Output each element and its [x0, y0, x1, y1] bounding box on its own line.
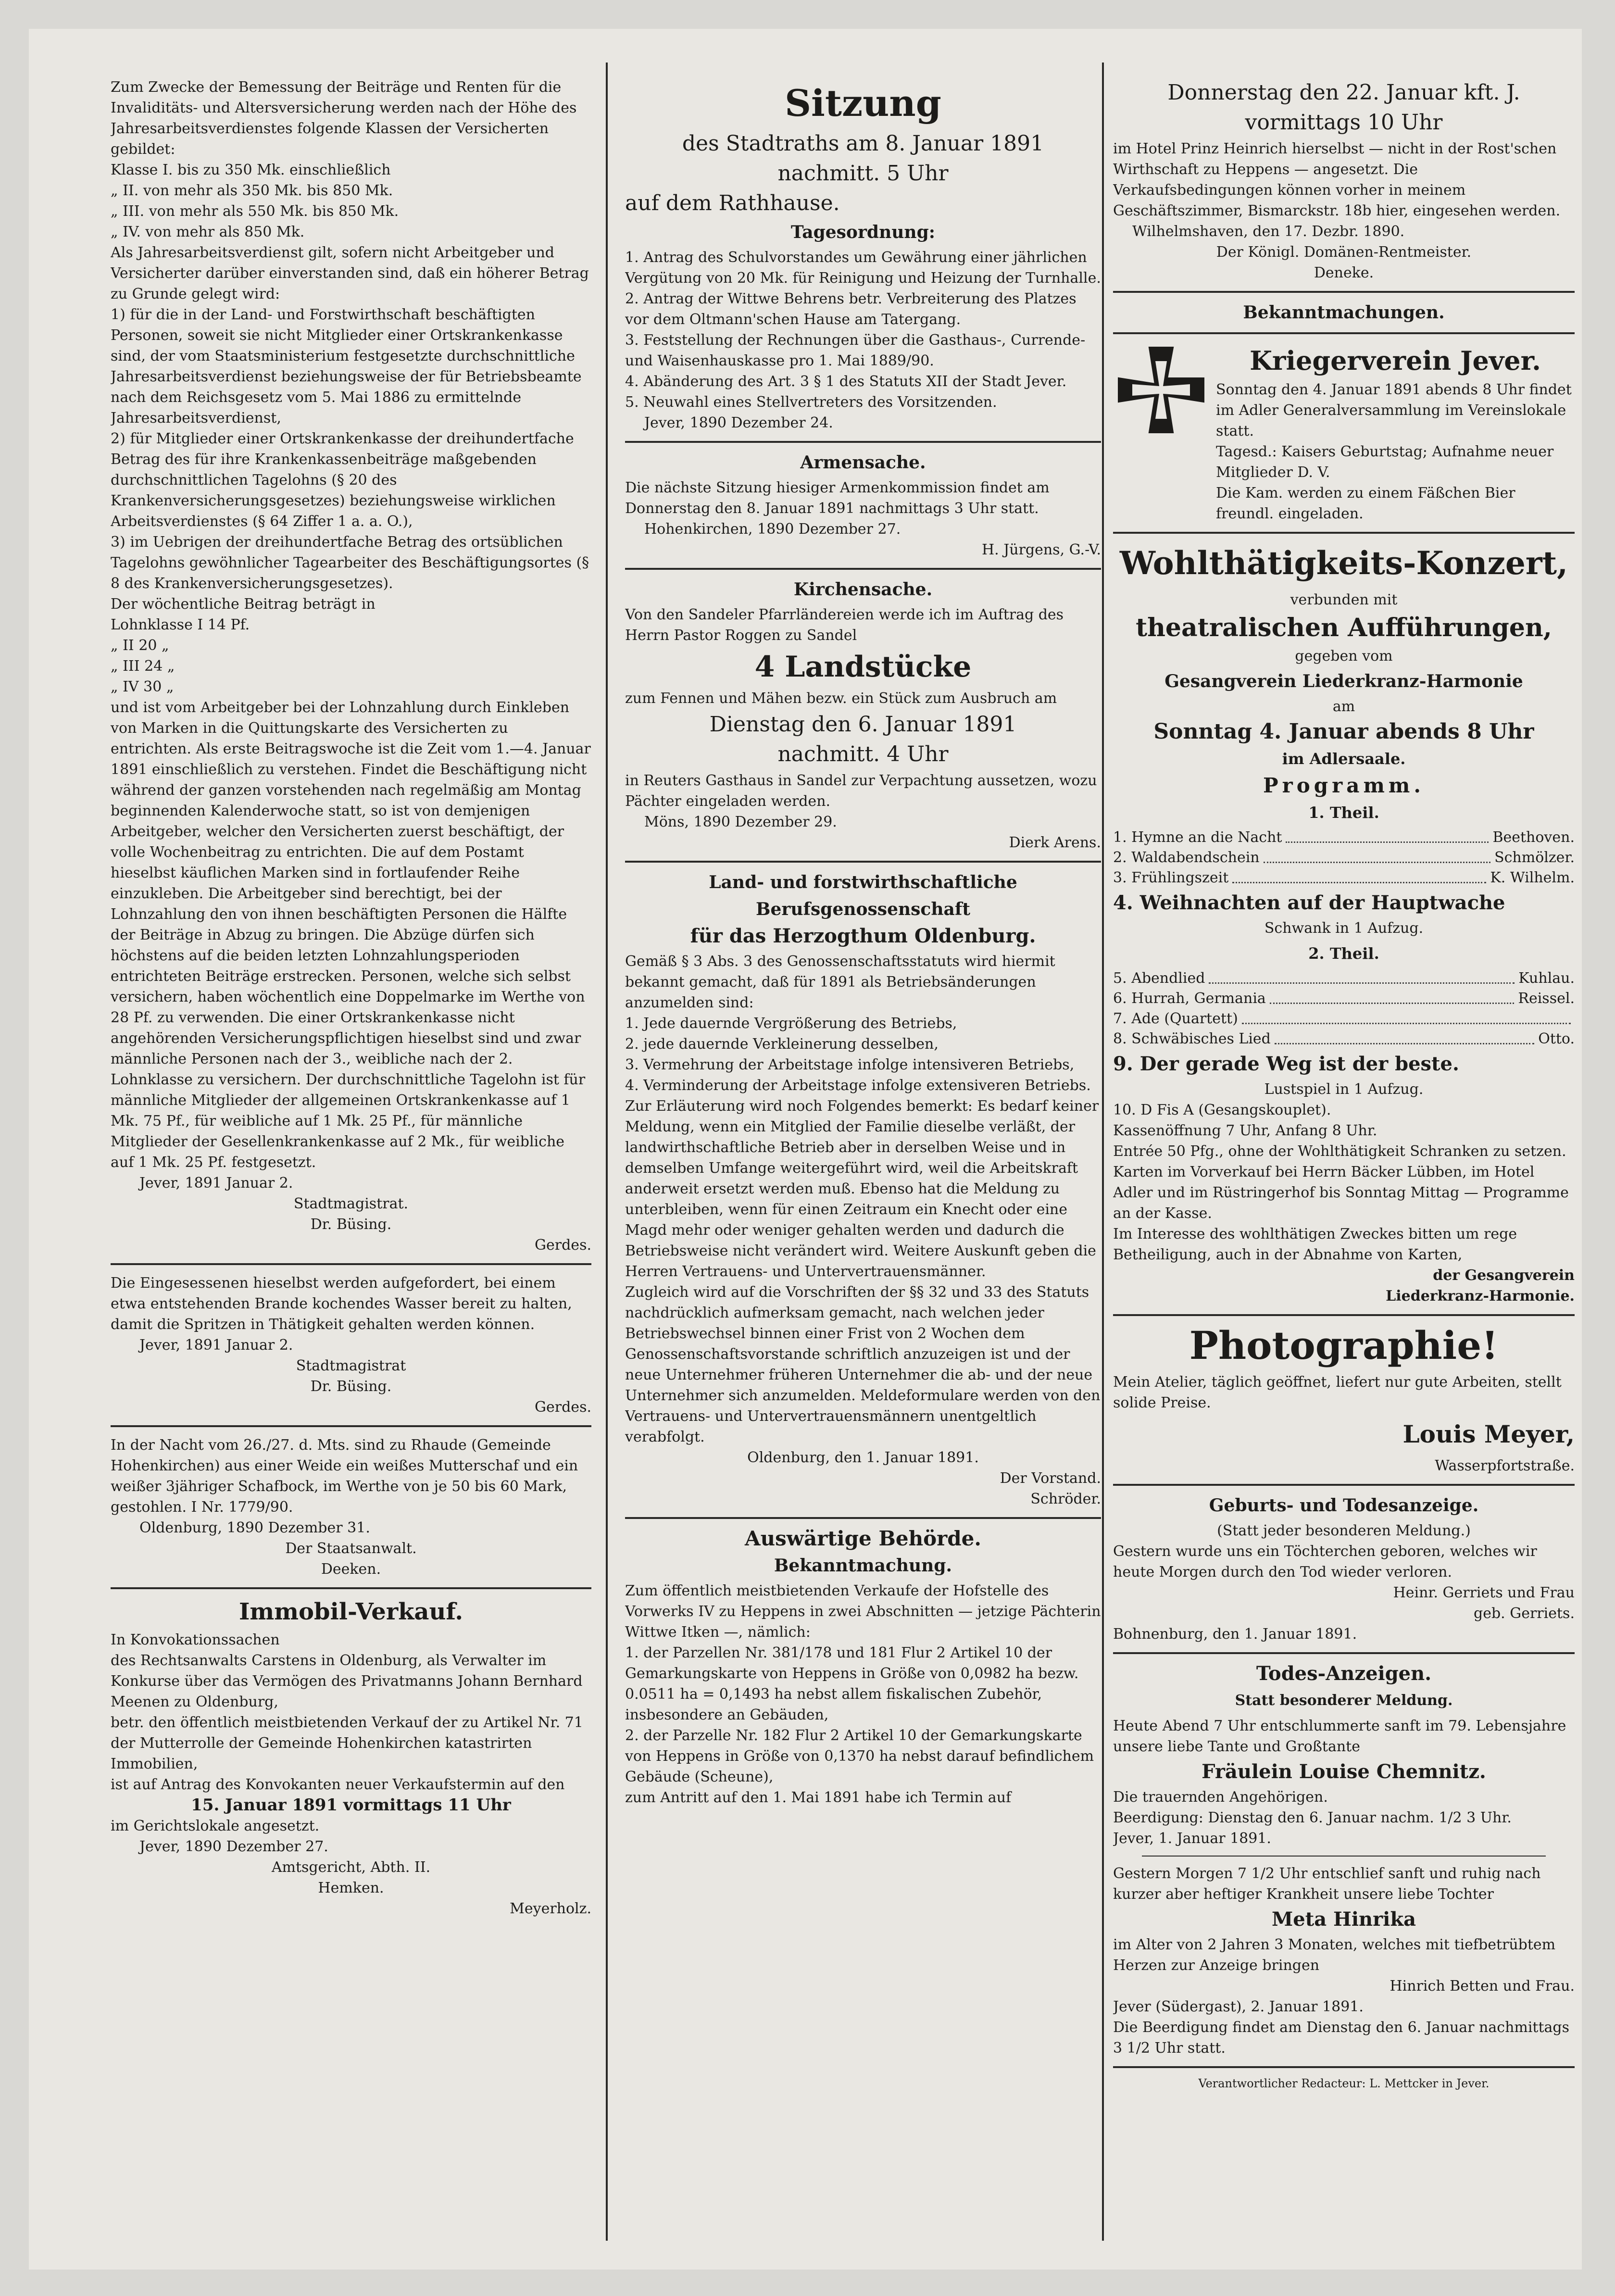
divider: [111, 1263, 591, 1265]
divider: [1113, 1484, 1575, 1486]
notice-date: Oldenburg, den 1. Januar 1891.: [747, 1449, 979, 1466]
notice-signature: H. Jürgens, G.-V.: [981, 541, 1101, 558]
donn-line: Donnerstag den 22. Januar kft. J.: [1167, 80, 1520, 105]
divider: [1113, 1314, 1575, 1316]
konzert-title: Wohlthätigkeits-Konzert,: [1119, 544, 1568, 582]
kirchen-heading: Kirchensache.: [793, 579, 933, 600]
tod-notice: Gestern Morgen 7 1/2 Uhr entschlief sanft und ruhig nach kurzer aber heftiger Krankheit unsere liebe Tochter: [1113, 1865, 1541, 1903]
divider: [1142, 1856, 1546, 1857]
konzert-line: am: [1332, 698, 1355, 715]
kirchen-notice: in Reuters Gasthaus in Sandel zur Verpachtung aussetzen, wozu Pächter eingeladen werden.: [625, 772, 1097, 810]
bg-heading: Land- und forstwirthschaftliche: [709, 872, 1017, 892]
leader-dots: [1209, 968, 1515, 984]
notice-date: Jever, 1890 Dezember 24.: [644, 414, 833, 431]
konzert-line: theatralischen Aufführungen,: [1136, 613, 1552, 642]
column-rule: [1102, 63, 1104, 2241]
konzert-line: im Adlersaale.: [1282, 750, 1406, 768]
donn-notice: im Hotel Prinz Heinrich hierselbst — nicht in der Rost'schen Wirthschaft zu Heppens — angesetzt. Die Verkaufsbedingungen können vorher in meinem Geschäftszimmer, Bismarckstr. 18b hier, eingesehen werden.: [1113, 140, 1561, 219]
sitzung-line: des Stadtraths am 8. Januar 1891: [682, 131, 1044, 156]
column-right: [1113, 77, 1575, 2241]
divider: [625, 861, 1101, 863]
programm-item-title: 8. Schwäbisches Lied: [1113, 1030, 1271, 1047]
programm-item-title: 3. Frühlingszeit: [1113, 869, 1229, 886]
programm-item: [1113, 1029, 1575, 1049]
kirchen-big: 4 Landstücke: [754, 650, 972, 684]
leader-dots: [1270, 989, 1515, 1004]
armen-notice: Die nächste Sitzung hiesiger Armenkommission findet am Donnerstag den 8. Januar 1891 nachmittags 3 Uhr statt.: [625, 479, 1050, 517]
notice-signature: Heinr. Gerriets und Frau: [1393, 1584, 1575, 1601]
aus-notice: Zum öffentlich meistbietenden Verkaufe der Hofstelle des Vorwerks IV zu Heppens in zwei Abschnitten — jetzige Pächterin Wittwe Itken —, nämlich: 1. der Parzellen Nr. 381/178 und 181 Flur 2 Artikel 10 der Gemarkungskarte von Heppens in Größe von 0,0982 ha bezw. 0.0511 ha = 0,1493 ha nebst allem fiskalischen Zubehör, insbesondere an Gebäuden, 2. der Parzelle Nr. 182 Flur 2 Artikel 10 der Gemarkungskarte von Heppens in Größe von 0,1370 ha nebst darauf befindlichem Gebäude (Scheune), zum Antritt auf den 1. Mai 1891 habe ich Termin auf: [625, 1582, 1101, 1806]
programm-sub: Schwank in 1 Aufzug.: [1264, 920, 1424, 937]
kirchen-day: Dienstag den 6. Januar 1891: [709, 712, 1017, 737]
beitrag-notice: Zum Zwecke der Bemessung der Beiträge und Renten für die Invaliditäts- und Altersversicherung werden nach der Höhe des Jahresarbeitsverdienstes folgende Klassen der Versicherten gebildet: Klasse I. bis zu 350 Mk. einschließlich „ II. von mehr als 350 Mk. bis 850 Mk. „ III. von mehr als 550 Mk. bis 850 Mk. „ IV. von mehr als 850 Mk. Als Jahresarbeitsverdienst gilt, sofern nicht Arbeitgeber und Versicherter darüber einverstanden sind, daß ein höherer Betrag zu Grunde gelegt wird: 1) für die in der Land- und Forstwirthschaft beschäftigten Personen, soweit sie nicht Mitglieder einer Ortskrankenkasse sind, der vom Staatsministerium festgesetzte durchschnittliche Jahresarbeitsverdienst beziehungsweise der für Betriebsbeamte nach dem Reichsgesetz vom 5. Mai 1886 zu ermittelnde Jahresarbeitsverdienst, 2) für Mitglieder einer Ortskrankenkasse der dreihundertfache Betrag des für ihre Krankenkassenbeiträge maßgebenden durchschnittlichen Tagelohns (§ 20 des Krankenversicherungsgesetzes) beziehungsweise wirklichen Arbeitsverdienstes (§ 64 Ziffer 1 a. a. O.), 3) im Uebrigen der dreihundertfache Betrag des ortsüblichen Tagelohns gewöhnlicher Tagearbeiter des Beschäftigungsortes (§ 8 des Krankenversicherungsgesetzes). Der wöchentliche Beitrag beträgt in Lohnklasse I 14 Pf. „ II 20 „ „ III 24 „ „ IV 30 „ und ist vom Arbeitgeber bei der Lohnzahlung durch Einkleben von Marken in die Quittungskarte des Versicherten zu entrichten. Als erste Beitragswoche ist die Zeit vom 1.—4. Januar 1891 einschließlich zu verstehen. Findet die Beschäftigung nicht während der ganzen vorstehenden nach regelmäßig am Montag beginnenden Kalenderwoche statt, so ist von demjenigen Arbeitgeber, welcher den Versicherten zuerst beschäftigt, der volle Wochenbeitrag zu entrichten. Die auf dem Postamt hieselbst käuflichen Marken sind in fortlaufender Reihe einzukleben. Die Arbeitgeber sind berechtigt, bei der Lohnzahlung den von ihnen beschäftigten Personen die Hälfte der Beiträge in Abzug zu bringen. Die Abzüge dürfen sich höchstens auf die beiden letzten Lohnzahlungsperioden entrichteten Beiträge erstrecken. Personen, welche sich selbst versichern, haben wöchentlich eine Doppelmarke im Werthe von 28 Pf. zu verwenden. Die einer Ortskrankenkasse nicht angehörenden Versicherungspflichtigen hieselbst sind und zwar männliche Personen nach der 3., weibliche nach der 2. Lohnklasse zu versichern. Der durchschnittliche Tagelohn ist für männliche Mitglieder der allgemeinen Ortskrankenkasse auf 1 Mk. 75 Pf., für weibliche auf 1 Mk. 25 Pf., für männliche Mitglieder der Gesellenkrankenkasse auf 2 Mk., für weibliche auf 1 Mk. 25 Pf. festgesetzt.: [111, 79, 591, 1171]
programm-item-composer: Otto.: [1538, 1030, 1575, 1047]
divider: [625, 1517, 1101, 1519]
photo-notice: Mein Atelier, täglich geöffnet, liefert nur gute Arbeiten, stellt solide Preise.: [1113, 1374, 1562, 1411]
notice-signature: Schröder.: [1030, 1491, 1101, 1507]
notice-signature: Der Vorstand.: [1000, 1470, 1101, 1487]
agenda-heading: Tagesordnung:: [790, 222, 936, 242]
leader-dots: [1232, 868, 1486, 883]
immobil-termin: 15. Januar 1891 vormittags 11 Uhr: [191, 1795, 511, 1815]
divider: [111, 1425, 591, 1427]
column-left: [111, 77, 591, 2241]
konzert-line: gegeben vom: [1295, 648, 1393, 665]
tod-name: Meta Hinrika: [1271, 1908, 1416, 1931]
notice-signature: Gerdes.: [535, 1399, 591, 1416]
immobil-title: Immobil-Verkauf.: [238, 1598, 463, 1625]
kirchen-notice: Von den Sandeler Pfarrländereien werde ich im Auftrag des Herrn Pastor Roggen zu Sandel: [625, 606, 1064, 644]
armen-heading: Armensache.: [800, 452, 926, 473]
geb-sub: (Statt jeder besonderen Meldung.): [1217, 1522, 1471, 1539]
programm-sub: Lustspiel in 1 Aufzug.: [1264, 1081, 1424, 1098]
programm-item-composer: Schmölzer.: [1494, 849, 1575, 866]
notice-date: Jever, 1891 Januar 2.: [139, 1337, 293, 1354]
leader-dots: [1275, 1029, 1534, 1044]
tod-notice: Heute Abend 7 Uhr entschlummerte sanft im 79. Lebensjahre unsere liebe Tante und Großtante: [1113, 1718, 1566, 1755]
notice-signature: Dr. Büsing.: [310, 1378, 392, 1395]
notice-date: Oldenburg, 1890 Dezember 31.: [139, 1519, 370, 1536]
notice-date: Hohenkirchen, 1890 Dezember 27.: [644, 521, 901, 538]
aus-subheading: Bekanntmachung.: [774, 1556, 952, 1576]
divider: [625, 441, 1101, 443]
bekannt-heading: Bekanntmachungen.: [1243, 302, 1445, 323]
krieg-title: Kriegerverein Jever.: [1250, 345, 1541, 376]
notice-signature: Stadtmagistrat.: [293, 1195, 409, 1212]
notice-signature: Der Staatsanwalt.: [285, 1540, 417, 1557]
notice-signature: Meyerholz.: [510, 1900, 591, 1917]
column-middle: [625, 77, 1101, 2241]
notice-signature: Der Königl. Domänen-Rentmeister.: [1216, 244, 1472, 261]
notice-date: Wilhelmshaven, den 17. Dezbr. 1890.: [1132, 223, 1405, 240]
programm-item-title: 7. Ade (Quartett): [1113, 1010, 1238, 1027]
programm-item-title: 2. Waldabendschein: [1113, 849, 1260, 866]
notice-signature: Liederkranz-Harmonie.: [1386, 1288, 1575, 1305]
tod-notice: Die Beerdigung findet am Dienstag den 6. Januar nachmittags 3 1/2 Uhr statt.: [1113, 2019, 1570, 2057]
immobil-place: im Gerichtslokale angesetzt.: [111, 1818, 320, 1834]
divider: [1113, 532, 1575, 534]
footer-editor: Verantwortlicher Redacteur: L. Mettcker in Jever.: [1198, 2077, 1490, 2090]
notice-date: Jever, 1891 Januar 2.: [139, 1175, 293, 1192]
programm-item-title: 5. Abendlied: [1113, 970, 1205, 987]
bg-notice: Gemäß § 3 Abs. 3 des Genossenschaftsstatuts wird hiermit bekannt gemacht, daß für 1891 als Betriebsänderungen anzumelden sind: 1. Jede dauernde Vergrößerung des Betriebs, 2. jede dauernde Verkleinerung desselben, 3. Vermehrung der Arbeitstage infolge intensiveren Betriebs, 4. Verminderung der Arbeitstage infolge extensiveren Betriebs. Zur Erläuterung wird noch Folgendes bemerkt: Es bedarf keiner Meldung, wenn ein Mitglied der Familie dieselbe verläßt, der landwirthschaftliche Betrieb aber in derselben Weise und in demselben Umfange weitergeführt wird, weil die Arbeitskraft anderweit ersetzt werden muß. Ebenso hat die Meldung zu unterbleiben, wenn für einen Zeitraum ein Knecht oder eine Magd mehr oder weniger gehalten werden und dadurch die Betriebsweise nicht verändert wird. Weitere Auskunft geben die Herren Vertrauens- und Untervertrauensmänner. Zugleich wird auf die Vorschriften der §§ 32 und 33 des Statuts nachdrücklich aufmerksam gemacht, nach welchen jeder Betriebswechsel binnen einer Frist von 2 Wochen dem Genossenschaftsvorstande schriftlich anzuzeigen ist und der neue Unternehmer früheren Unternehmer die ab- und der neue Unternehmer sich anzumelden. Meldeformulare werden von den Vertrauens- und Untervertrauensmännern unentgeltlich verabfolgt.: [625, 953, 1101, 1445]
sitzung-line: auf dem Rathhause.: [625, 191, 840, 215]
notice-signature: Stadtmagistrat: [296, 1357, 406, 1374]
geb-heading: Geburts- und Todesanzeige.: [1209, 1495, 1479, 1516]
geb-notice: Gestern wurde uns ein Töchterchen geboren, welches wir heute Morgen durch den Tod wieder verloren.: [1113, 1543, 1537, 1581]
notice-signature: Dierk Arens.: [1009, 834, 1101, 851]
notice-signature: Deneke.: [1314, 264, 1374, 281]
programm-item: [1113, 989, 1575, 1009]
programm-item: 9. Der gerade Weg ist der beste.: [1113, 1053, 1459, 1075]
immobil-notice: In Konvokationssachen des Rechtsanwalts Carstens in Oldenburg, als Verwalter im Konkurse über das Vermögen des Privatmanns Johann Bernhard Meenen zu Oldenburg, betr. den öffentlich meistbietenden Verkauf der zu Artikel Nr. 71 der Mutterrolle der Gemeinde Hohenkirchen katastrirten Immobilien, ist auf Antrag des Konvokanten neuer Verkaufstermin auf den: [111, 1631, 583, 1793]
notice-date: Bohnenburg, den 1. Januar 1891.: [1113, 1626, 1357, 1643]
iron-cross-icon: [1113, 342, 1209, 438]
tod-name: Fräulein Louise Chemnitz.: [1202, 1760, 1486, 1783]
programm-list: [1113, 828, 1575, 888]
divider: [1113, 1652, 1575, 1654]
programm-item-title: 1. Hymne an die Nacht: [1113, 829, 1282, 846]
programm-item-composer: Reissel.: [1518, 990, 1575, 1007]
divider: [1113, 291, 1575, 293]
theft-notice: In der Nacht vom 26./27. d. Mts. sind zu Rhaude (Gemeinde Hohenkirchen) aus einer Weide ein weißes Mutterschaf und ein weißer 3jähriger Schafbock, im Werthe von je 50 bis 60 Mark, gestohlen. I Nr. 1779/90.: [111, 1437, 578, 1516]
programm-item: [1113, 968, 1575, 989]
programm-item: 4. Weihnachten auf der Hauptwache: [1113, 891, 1505, 914]
agenda-items: 1. Antrag des Schulvorstandes um Gewährung einer jährlichen Vergütung von 20 Mk. für Reinigung und Heizung der Turnhalle. 2. Antrag der Wittwe Behrens betr. Verbreiterung des Platzes vor dem Oltmann'schen Hause am Tatergang. 3. Feststellung der Rechnungen über die Gasthaus-, Currende- und Waisenhauskasse pro 1. Mai 1889/90. 4. Abänderung des Art. 3 § 1 des Statuts XII der Stadt Jever. 5. Neuwahl eines Stellvertreters des Vorsitzenden.: [625, 249, 1101, 411]
programm-list: [1113, 968, 1575, 1049]
konzert-line: verbunden mit: [1290, 591, 1398, 608]
donn-line: vormittags 10 Uhr: [1245, 110, 1443, 135]
programm-heading: Programm.: [1263, 774, 1425, 797]
notice-signature: Dr. Büsing.: [310, 1216, 392, 1233]
divider: [625, 568, 1101, 570]
bg-heading: Berufsgenossenschaft: [756, 899, 970, 919]
programm-item-composer: Kuhlau.: [1518, 970, 1575, 987]
photo-name: Louis Meyer,: [1402, 1420, 1575, 1448]
sitzung-line: nachmitt. 5 Uhr: [777, 161, 949, 186]
programm-item: [1113, 828, 1575, 848]
notice-signature: geb. Gerriets.: [1474, 1605, 1575, 1622]
konzert-line: Sonntag 4. Januar abends 8 Uhr: [1153, 719, 1534, 744]
bg-heading: für das Herzogthum Oldenburg.: [690, 925, 1036, 947]
aus-heading: Auswärtige Behörde.: [745, 1527, 981, 1550]
notice-date: Jever, 1. Januar 1891.: [1113, 1830, 1271, 1847]
notice-signature: Hemken.: [318, 1880, 384, 1896]
photo-title: Photographie!: [1189, 1323, 1499, 1368]
notice-signature: Gerdes.: [535, 1237, 591, 1254]
tod-notice: Die trauernden Angehörigen. Beerdigung: Dienstag den 6. Januar nachm. 1/2 3 Uhr.: [1113, 1789, 1512, 1826]
notice-date: Jever, 1890 Dezember 27.: [139, 1838, 328, 1855]
notice-signature: Deeken.: [321, 1561, 381, 1578]
programm-item: [1113, 868, 1575, 888]
programm-item: [1113, 848, 1575, 868]
divider: [1113, 332, 1575, 334]
divider: [1113, 2066, 1575, 2068]
programm-item: [1113, 1009, 1575, 1029]
programm-part: 1. Theil.: [1308, 803, 1379, 822]
newspaper-page: [29, 29, 1582, 2270]
fire-notice: Die Eingesessenen hieselbst werden aufgefordert, bei einem etwa entstehenden Brande kochendes Wasser bereit zu halten, damit die Spritzen in Thätigkeit gehalten werden können.: [111, 1275, 572, 1333]
krieg-notice: Sonntag den 4. Januar 1891 abends 8 Uhr findet im Adler Generalversammlung im Vereinslokale statt. Tagesd.: Kaisers Geburtstag; Aufnahme neuer Mitglieder D. V. Die Kam. werden zu einem Fäßchen Bier freundl. eingeladen.: [1216, 381, 1572, 522]
programm-part: 2. Theil.: [1308, 944, 1379, 963]
konzert-info: Kassenöffnung 7 Uhr, Anfang 8 Uhr. Entrée 50 Pfg., ohne der Wohlthätigkeit Schranken zu setzen. Karten im Vorverkauf bei Herrn Bäcker Lübben, im Hotel Adler und im Rüstringerhof bis Sonntag Mittag — Programme an der Kasse. Im Interesse des wohlthätigen Zweckes bitten um rege Betheiligung, auch in der Abnahme von Karten,: [1113, 1122, 1569, 1263]
divider: [111, 1587, 591, 1589]
sitzung-title: Sitzung: [785, 82, 941, 125]
programm-item-composer: Beethoven.: [1492, 829, 1575, 846]
kirchen-time: nachmitt. 4 Uhr: [777, 742, 949, 766]
notice-signature: Hinrich Betten und Frau.: [1390, 1978, 1575, 1995]
notice-date: Möns, 1890 Dezember 29.: [644, 814, 837, 830]
leader-dots: [1242, 1009, 1571, 1024]
column-rule: [606, 63, 608, 2241]
konzert-line: Gesangverein Liederkranz-Harmonie: [1164, 671, 1523, 691]
programm-item-composer: K. Wilhelm.: [1490, 869, 1575, 886]
krieg-block: [1113, 342, 1575, 524]
programm-item: 10. D Fis A (Gesangskouplet).: [1113, 1102, 1331, 1118]
notice-signature: Amtsgericht, Abth. II.: [271, 1859, 431, 1876]
programm-item-title: 6. Hurrah, Germania: [1113, 990, 1266, 1007]
photo-address: Wasserpfortstraße.: [1435, 1457, 1575, 1474]
notice-signature: der Gesangverein: [1433, 1267, 1575, 1284]
leader-dots: [1286, 828, 1489, 843]
notice-date: Jever (Südergast), 2. Januar 1891.: [1113, 1998, 1364, 2015]
tod-sub: Statt besonderer Meldung.: [1235, 1692, 1453, 1709]
tod-heading: Todes-Anzeigen.: [1256, 1662, 1432, 1685]
leader-dots: [1264, 848, 1490, 863]
tod-notice: im Alter von 2 Jahren 3 Monaten, welches mit tiefbetrübtem Herzen zur Anzeige bringen: [1113, 1936, 1556, 1974]
kirchen-notice: zum Fennen und Mähen bezw. ein Stück zum Ausbruch am: [625, 690, 1057, 707]
